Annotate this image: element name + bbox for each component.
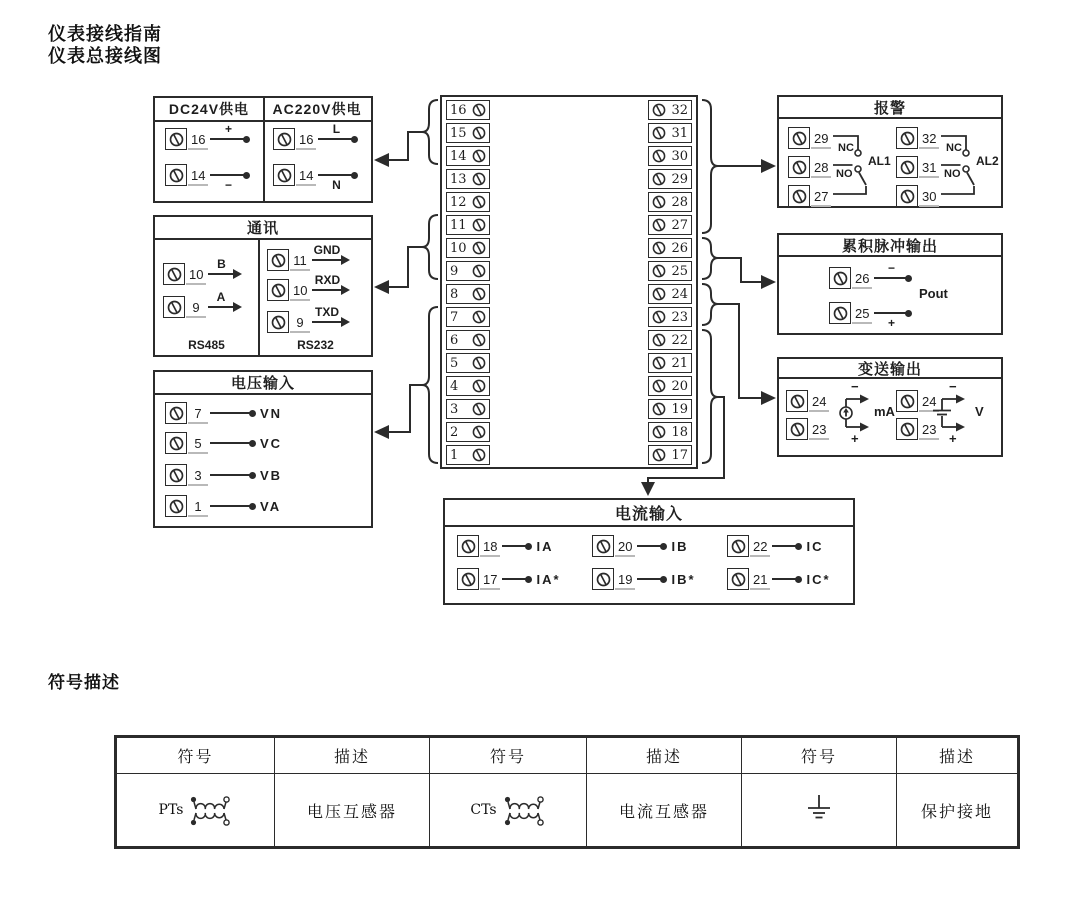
screw-terminal-icon (652, 264, 666, 278)
strip-terminal-14 (446, 146, 490, 166)
col-header: 符号 (116, 737, 275, 774)
screw-terminal-icon (472, 103, 486, 117)
screw-terminal-icon (788, 156, 810, 178)
arrow-to-comm-box (374, 280, 389, 294)
strip-terminal-31 (648, 123, 692, 143)
alarm-box (777, 95, 1003, 208)
terminal-number: 17 (671, 447, 688, 463)
terminal-number: 27 (671, 217, 688, 233)
ct-transformer-icon (502, 790, 546, 830)
earth-symbol-cell (742, 774, 897, 848)
screw-terminal-icon (652, 448, 666, 462)
terminal-number: 17 (480, 569, 500, 590)
pulse-output-box (777, 233, 1003, 335)
strip-terminal-23 (648, 307, 692, 327)
signal-arrow (208, 290, 234, 308)
screw-terminal-icon (652, 149, 666, 163)
screw-terminal-icon (652, 333, 666, 347)
signal-arrow (312, 305, 342, 323)
terminal-number: 19 (615, 569, 635, 590)
terminal-row-30 (896, 185, 939, 207)
current-label: IA* (536, 571, 561, 587)
phase-label: VB (260, 467, 283, 483)
terminal-number: 12 (450, 194, 467, 210)
rs232-label: RS232 (297, 338, 334, 352)
terminal-number: 31 (671, 125, 688, 141)
strip-terminal-28 (648, 192, 692, 212)
screw-terminal-icon (273, 164, 295, 186)
terminal-number: 28 (671, 194, 688, 210)
screw-terminal-icon (163, 296, 185, 318)
terminal-number: 26 (671, 240, 688, 256)
symbol-table (114, 735, 1020, 849)
strip-terminal-6 (446, 330, 490, 350)
screw-terminal-icon (472, 333, 486, 347)
screw-terminal-icon (472, 379, 486, 393)
terminal-row-ma-23 (786, 418, 829, 440)
terminal-number: 1 (188, 496, 208, 517)
polarity-label: + (224, 122, 232, 136)
strip-terminal-3 (446, 399, 490, 419)
terminal-number: 15 (450, 125, 467, 141)
screw-terminal-icon (652, 287, 666, 301)
terminal-row-ma-24 (786, 390, 829, 412)
terminal-number: 8 (450, 286, 459, 302)
strip-terminal-7 (446, 307, 490, 327)
terminal-number: 10 (450, 240, 467, 256)
wire (210, 412, 252, 414)
terminal-number: 9 (186, 297, 206, 318)
v-unit-label: V (975, 404, 984, 419)
screw-terminal-icon (652, 402, 666, 416)
strip-terminal-21 (648, 353, 692, 373)
page-title-line2: 仪表总接线图 (48, 46, 162, 66)
terminal-number: 25 (671, 263, 688, 279)
wire (874, 312, 908, 330)
terminal-number: 13 (450, 171, 467, 187)
terminal-row-ac-16 (273, 122, 354, 150)
screw-terminal-icon (472, 195, 486, 209)
screw-terminal-icon (457, 535, 479, 557)
strip-terminal-13 (446, 169, 490, 189)
no-contact-label: NO (944, 168, 961, 180)
terminal-row-vc (165, 432, 282, 454)
screw-terminal-icon (896, 127, 918, 149)
signal-label: RXD (314, 273, 341, 287)
screw-terminal-icon (652, 379, 666, 393)
terminal-row-ia-star (457, 568, 561, 590)
terminal-row-32 (896, 127, 939, 149)
pulse-header: 累积脉冲输出 (779, 235, 1001, 257)
terminal-row-dc-16 (165, 122, 246, 150)
terminal-row-vb (165, 464, 282, 486)
communication-box (153, 215, 373, 357)
terminal-number: 14 (188, 165, 208, 186)
terminal-number: 5 (450, 355, 459, 371)
col-header: 描述 (275, 737, 430, 774)
strip-terminal-12 (446, 192, 490, 212)
terminal-row-ic-star (727, 568, 831, 590)
terminal-number: 22 (671, 332, 688, 348)
strip-terminal-17 (648, 445, 692, 465)
terminal-row-25 (829, 302, 908, 330)
screw-terminal-icon (652, 172, 666, 186)
screw-terminal-icon (652, 218, 666, 232)
terminal-number: 4 (450, 378, 459, 394)
terminal-number: 14 (296, 165, 316, 186)
arrow-to-alarm-box (761, 159, 776, 173)
nc-contact-label: NC (946, 142, 962, 154)
polarity-label: + (851, 431, 859, 446)
wire (318, 174, 354, 192)
terminal-number: 23 (919, 419, 939, 440)
screw-terminal-icon (652, 195, 666, 209)
screw-terminal-icon (472, 264, 486, 278)
screw-terminal-icon (472, 287, 486, 301)
transmit-header: 变送输出 (779, 359, 1001, 379)
screw-terminal-icon (896, 185, 918, 207)
terminal-number: 14 (450, 148, 467, 164)
col-header: 符号 (742, 737, 897, 774)
phase-label: VC (260, 435, 283, 451)
page-title-line1: 仪表接线指南 (48, 24, 162, 44)
terminal-strip (440, 95, 698, 469)
phase-label: VA (260, 498, 282, 514)
terminal-row-rs485-a (163, 290, 234, 318)
terminal-row-v-24 (896, 390, 939, 412)
terminal-row-ac-14 (273, 164, 354, 192)
polarity-label: + (887, 316, 895, 330)
nc-contact-label: NC (838, 142, 854, 154)
screw-terminal-icon (472, 448, 486, 462)
terminal-row-ib-star (592, 568, 696, 590)
left-braces (422, 100, 438, 463)
screw-terminal-icon (165, 164, 187, 186)
screw-terminal-icon (163, 263, 185, 285)
polarity-label: − (949, 379, 957, 394)
terminal-number: 18 (480, 536, 500, 557)
arrow-to-pulse-box (761, 275, 776, 289)
strip-terminal-18 (648, 422, 692, 442)
col-header: 描述 (897, 737, 1019, 774)
screw-terminal-icon (267, 279, 289, 301)
screw-terminal-icon (592, 568, 614, 590)
screw-terminal-icon (165, 402, 187, 424)
ac220v-header: AC220V供电 (272, 101, 362, 117)
arrow-to-current-box (641, 482, 655, 496)
wire (210, 174, 246, 192)
no-contact-label: NO (836, 168, 853, 180)
strip-terminal-32 (648, 100, 692, 120)
terminal-number: 7 (188, 403, 208, 424)
right-braces (702, 100, 718, 463)
wire (772, 578, 798, 580)
terminal-number: 32 (919, 128, 939, 149)
wire (318, 122, 354, 140)
signal-label: B (217, 257, 226, 271)
terminal-number: 11 (450, 217, 467, 233)
strip-terminal-19 (648, 399, 692, 419)
terminal-number: 18 (671, 424, 688, 440)
screw-terminal-icon (165, 128, 187, 150)
signal-label: TXD (315, 305, 339, 319)
terminal-number: 20 (615, 536, 635, 557)
strip-terminal-20 (648, 376, 692, 396)
terminal-row-rs232-rxd (267, 273, 342, 301)
strip-terminal-5 (446, 353, 490, 373)
current-label: IB* (671, 571, 696, 587)
terminal-number: 2 (450, 424, 459, 440)
strip-terminal-8 (446, 284, 490, 304)
ct-description: 电流互感器 (587, 774, 742, 848)
current-header: 电流输入 (445, 500, 853, 527)
wire (637, 545, 663, 547)
screw-terminal-icon (165, 495, 187, 517)
wire (210, 505, 252, 507)
terminal-number: 6 (450, 332, 459, 348)
pt-description: 电压互感器 (275, 774, 430, 848)
power-box-divider (263, 98, 265, 201)
terminal-number: 21 (750, 569, 770, 590)
pt-transformer-icon (188, 790, 232, 830)
terminal-number: 20 (671, 378, 688, 394)
strip-terminal-16 (446, 100, 490, 120)
screw-terminal-icon (786, 390, 808, 412)
terminal-number: 22 (750, 536, 770, 557)
earth-description: 保护接地 (897, 774, 1019, 848)
screw-terminal-icon (652, 241, 666, 255)
screw-terminal-icon (472, 241, 486, 255)
voltage-input-box (153, 370, 373, 528)
ct-symbol-cell (430, 774, 587, 848)
pt-label: PTs (158, 802, 184, 818)
strip-terminal-2 (446, 422, 490, 442)
voltage-header: 电压输入 (155, 372, 371, 395)
neutral-label: N (332, 178, 341, 192)
terminal-number: 23 (671, 309, 688, 325)
polarity-label: + (949, 431, 957, 446)
pout-label: Pout (919, 286, 948, 301)
terminal-number: 3 (450, 401, 459, 417)
protective-earth-icon (801, 791, 837, 825)
symbol-table-data-row (116, 774, 1019, 848)
dc24v-header: DC24V供电 (168, 101, 250, 117)
terminal-number: 9 (450, 263, 459, 279)
terminal-row-ia (457, 535, 553, 557)
terminal-number: 21 (671, 355, 688, 371)
strip-terminal-27 (648, 215, 692, 235)
terminal-row-28 (788, 156, 831, 178)
polarity-label: − (887, 261, 895, 275)
terminal-number: 16 (450, 102, 467, 118)
signal-arrow (312, 243, 342, 261)
terminal-number: 5 (188, 433, 208, 454)
current-label: IC (806, 538, 824, 554)
wire (502, 578, 528, 580)
screw-terminal-icon (457, 568, 479, 590)
terminal-number: 30 (919, 186, 939, 207)
terminal-number: 24 (919, 391, 939, 412)
screw-terminal-icon (829, 267, 851, 289)
terminal-number: 24 (809, 391, 829, 412)
terminal-number: 28 (811, 157, 831, 178)
screw-terminal-icon (273, 128, 295, 150)
signal-arrow (312, 273, 342, 291)
screw-terminal-icon (896, 418, 918, 440)
strip-terminal-30 (648, 146, 692, 166)
terminal-number: 29 (811, 128, 831, 149)
screw-terminal-icon (472, 356, 486, 370)
terminal-row-vn (165, 402, 282, 424)
terminal-number: 30 (671, 148, 688, 164)
screw-terminal-icon (472, 126, 486, 140)
wire (210, 474, 252, 476)
screw-terminal-icon (652, 310, 666, 324)
line-label: L (332, 122, 341, 136)
strip-terminal-25 (648, 261, 692, 281)
screw-terminal-icon (727, 535, 749, 557)
strip-terminal-4 (446, 376, 490, 396)
wire (210, 122, 246, 140)
col-header: 符号 (430, 737, 587, 774)
terminal-number: 26 (852, 268, 872, 289)
strip-terminal-26 (648, 238, 692, 258)
wire (210, 442, 252, 444)
terminal-number: 29 (671, 171, 688, 187)
screw-terminal-icon (472, 425, 486, 439)
terminal-row-ib (592, 535, 688, 557)
terminal-row-rs232-txd (267, 305, 342, 333)
ma-unit-label: mA (874, 404, 895, 419)
screw-terminal-icon (788, 127, 810, 149)
terminal-row-29 (788, 127, 831, 149)
current-input-box (443, 498, 855, 605)
wire (772, 545, 798, 547)
screw-terminal-icon (727, 568, 749, 590)
terminal-number: 7 (450, 309, 459, 325)
terminal-row-31 (896, 156, 939, 178)
strip-terminal-9 (446, 261, 490, 281)
strip-terminal-22 (648, 330, 692, 350)
terminal-number: 31 (919, 157, 939, 178)
screw-terminal-icon (165, 432, 187, 454)
terminal-row-rs485-b (163, 257, 234, 285)
terminal-number: 10 (186, 264, 206, 285)
screw-terminal-icon (896, 390, 918, 412)
current-label: IB (671, 538, 689, 554)
strip-terminal-24 (648, 284, 692, 304)
strip-terminal-15 (446, 123, 490, 143)
signal-label: A (216, 290, 226, 304)
screw-terminal-icon (788, 185, 810, 207)
screw-terminal-icon (472, 218, 486, 232)
terminal-row-ic (727, 535, 823, 557)
terminal-number: 32 (671, 102, 688, 118)
polarity-label: − (851, 379, 859, 394)
screw-terminal-icon (829, 302, 851, 324)
relay-name-al1: AL1 (868, 154, 891, 168)
relay-name-al2: AL2 (976, 154, 999, 168)
screw-terminal-icon (652, 356, 666, 370)
terminal-number: 1 (450, 447, 459, 463)
screw-terminal-icon (786, 418, 808, 440)
terminal-row-27 (788, 185, 831, 207)
transmit-output-box (777, 357, 1003, 457)
screw-terminal-icon (592, 535, 614, 557)
comm-header: 通讯 (155, 217, 371, 240)
terminal-number: 16 (188, 129, 208, 150)
arrow-to-voltage-box (374, 425, 389, 439)
arrow-to-power-box (374, 153, 389, 167)
screw-terminal-icon (472, 172, 486, 186)
polarity-label: − (224, 178, 232, 192)
arrow-to-transmit-box (761, 391, 776, 405)
terminal-number: 19 (671, 401, 688, 417)
terminal-row-v-23 (896, 418, 939, 440)
terminal-number: 24 (671, 286, 688, 302)
alarm-header: 报警 (779, 97, 1001, 119)
pt-symbol-cell (116, 774, 275, 848)
terminal-number: 3 (188, 465, 208, 486)
rs485-label: RS485 (188, 338, 225, 352)
strip-terminal-11 (446, 215, 490, 235)
screw-terminal-icon (165, 464, 187, 486)
wire (874, 261, 908, 279)
screw-terminal-icon (472, 310, 486, 324)
terminal-number: 25 (852, 303, 872, 324)
symbol-table-header-row (116, 737, 1019, 774)
terminal-row-rs232-gnd (267, 243, 342, 271)
terminal-row-va (165, 495, 281, 517)
strip-terminal-29 (648, 169, 692, 189)
terminal-number: 23 (809, 419, 829, 440)
screw-terminal-icon (267, 249, 289, 271)
symbols-section-title: 符号描述 (48, 673, 120, 692)
screw-terminal-icon (267, 311, 289, 333)
terminal-number: 16 (296, 129, 316, 150)
power-supply-box (153, 96, 373, 203)
terminal-number: 10 (290, 280, 310, 301)
wire (637, 578, 663, 580)
terminal-number: 9 (290, 312, 310, 333)
phase-label: VN (260, 405, 283, 421)
screw-terminal-icon (652, 126, 666, 140)
screw-terminal-icon (896, 156, 918, 178)
terminal-number: 11 (290, 250, 310, 271)
signal-label: GND (313, 243, 341, 257)
screw-terminal-icon (652, 103, 666, 117)
current-label: IA (536, 538, 554, 554)
signal-arrow (208, 257, 234, 275)
strip-terminal-10 (446, 238, 490, 258)
screw-terminal-icon (472, 402, 486, 416)
ct-label: CTs (470, 802, 497, 818)
terminal-row-26 (829, 261, 908, 289)
terminal-number: 27 (811, 186, 831, 207)
wire (502, 545, 528, 547)
screw-terminal-icon (652, 425, 666, 439)
strip-terminal-1 (446, 445, 490, 465)
current-label: IC* (806, 571, 831, 587)
col-header: 描述 (587, 737, 742, 774)
screw-terminal-icon (472, 149, 486, 163)
terminal-row-dc-14 (165, 164, 246, 192)
